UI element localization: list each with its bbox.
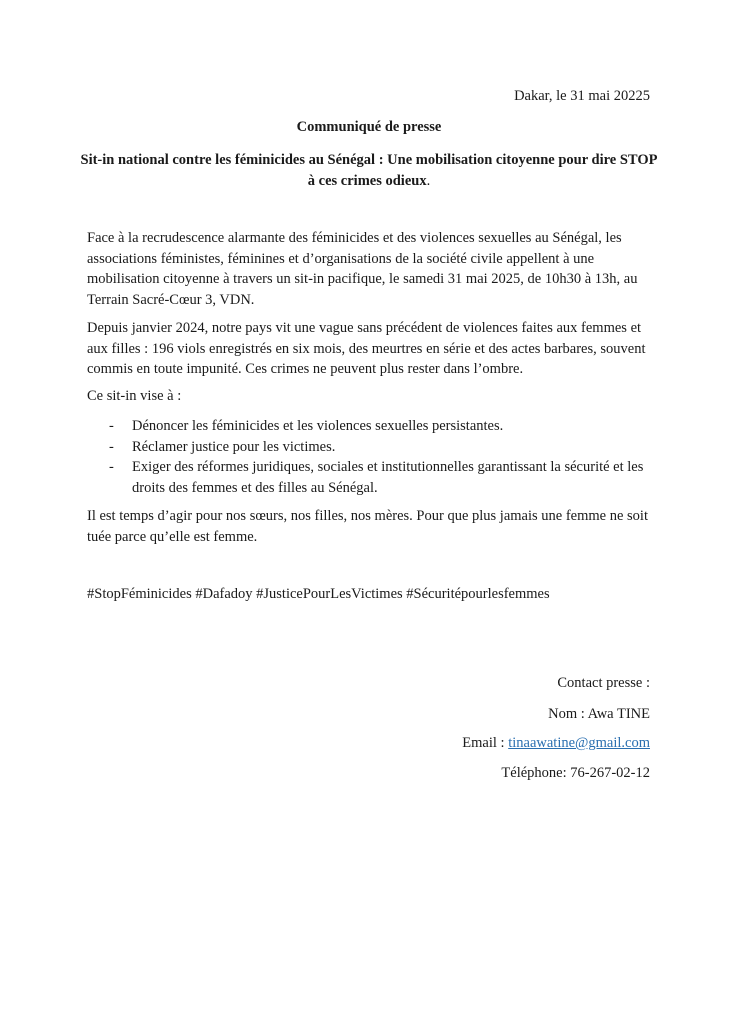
list-item <box>87 457 654 498</box>
document-type-heading: Communiqué de presse <box>296 119 442 135</box>
objective-text: Réclamer justice pour les victimes. <box>132 438 336 455</box>
hashtags: #StopFéminicides #Dafadoy #JusticePourLesVictimes #Sécuritépourlesfemmes <box>87 586 550 602</box>
objective-text: Dénoncer les féminicides et les violences sexuelles persistantes. <box>132 418 504 434</box>
paragraph-call-to-action: Il est temps d’agir pour nos sœurs, nos filles, nos mères. Pour que plus jamais une femme ne soit tuée parce qu’elle est femme. <box>87 508 648 545</box>
release-date: Dakar, le 31 mai 20225 <box>514 88 650 104</box>
bullet-dash: - <box>109 438 114 455</box>
list-item <box>87 416 654 437</box>
email-link[interactable]: tinaawatine@gmail.com <box>508 735 650 751</box>
paragraph-context: Face à la recrudescence alarmante des féminicides et des violences sexuelles au Sénégal, les associations féministes, féminines et d’organisations de la société civile appellent à une mobilisation citoyenne à travers un sit-in pacifique, le samedi 31 mai 2025, de 10h30 à 13h, au Terrain Sacré-Cœur 3, VDN. <box>87 230 638 308</box>
objective-text: Exiger des réformes juridiques, sociales et institutionnelles garantissant la sécurité et les droits des femmes et des filles au Sénégal. <box>132 459 644 496</box>
email-label: Email : <box>462 735 505 751</box>
headline <box>80 150 658 192</box>
bullet-dash: - <box>109 459 114 475</box>
contact-heading: Contact presse : <box>557 675 650 691</box>
objectives-list <box>87 416 654 498</box>
objectives-intro: Ce sit-in vise à : <box>87 388 182 404</box>
headline-period: . <box>426 173 431 189</box>
paragraph-facts: Depuis janvier 2024, notre pays vit une vague sans précédent de violences faites aux femmes et aux filles : 196 viols enregistrés en six mois, des meurtres en série et des actes barbares, souvent commis en toute impunité. Ces crimes ne peuvent plus rester dans l’ombre. <box>87 320 646 377</box>
list-item <box>87 437 654 458</box>
headline-text: Sit-in national contre les féminicides au Sénégal : Une mobilisation citoyenne pour dire STOP à ces crimes odieux <box>80 152 658 189</box>
contact-email <box>462 735 650 752</box>
contact-name: Nom : Awa TINE <box>548 706 650 722</box>
bullet-dash: - <box>109 418 114 434</box>
contact-phone: Téléphone: 76-267-02-12 <box>501 765 650 781</box>
